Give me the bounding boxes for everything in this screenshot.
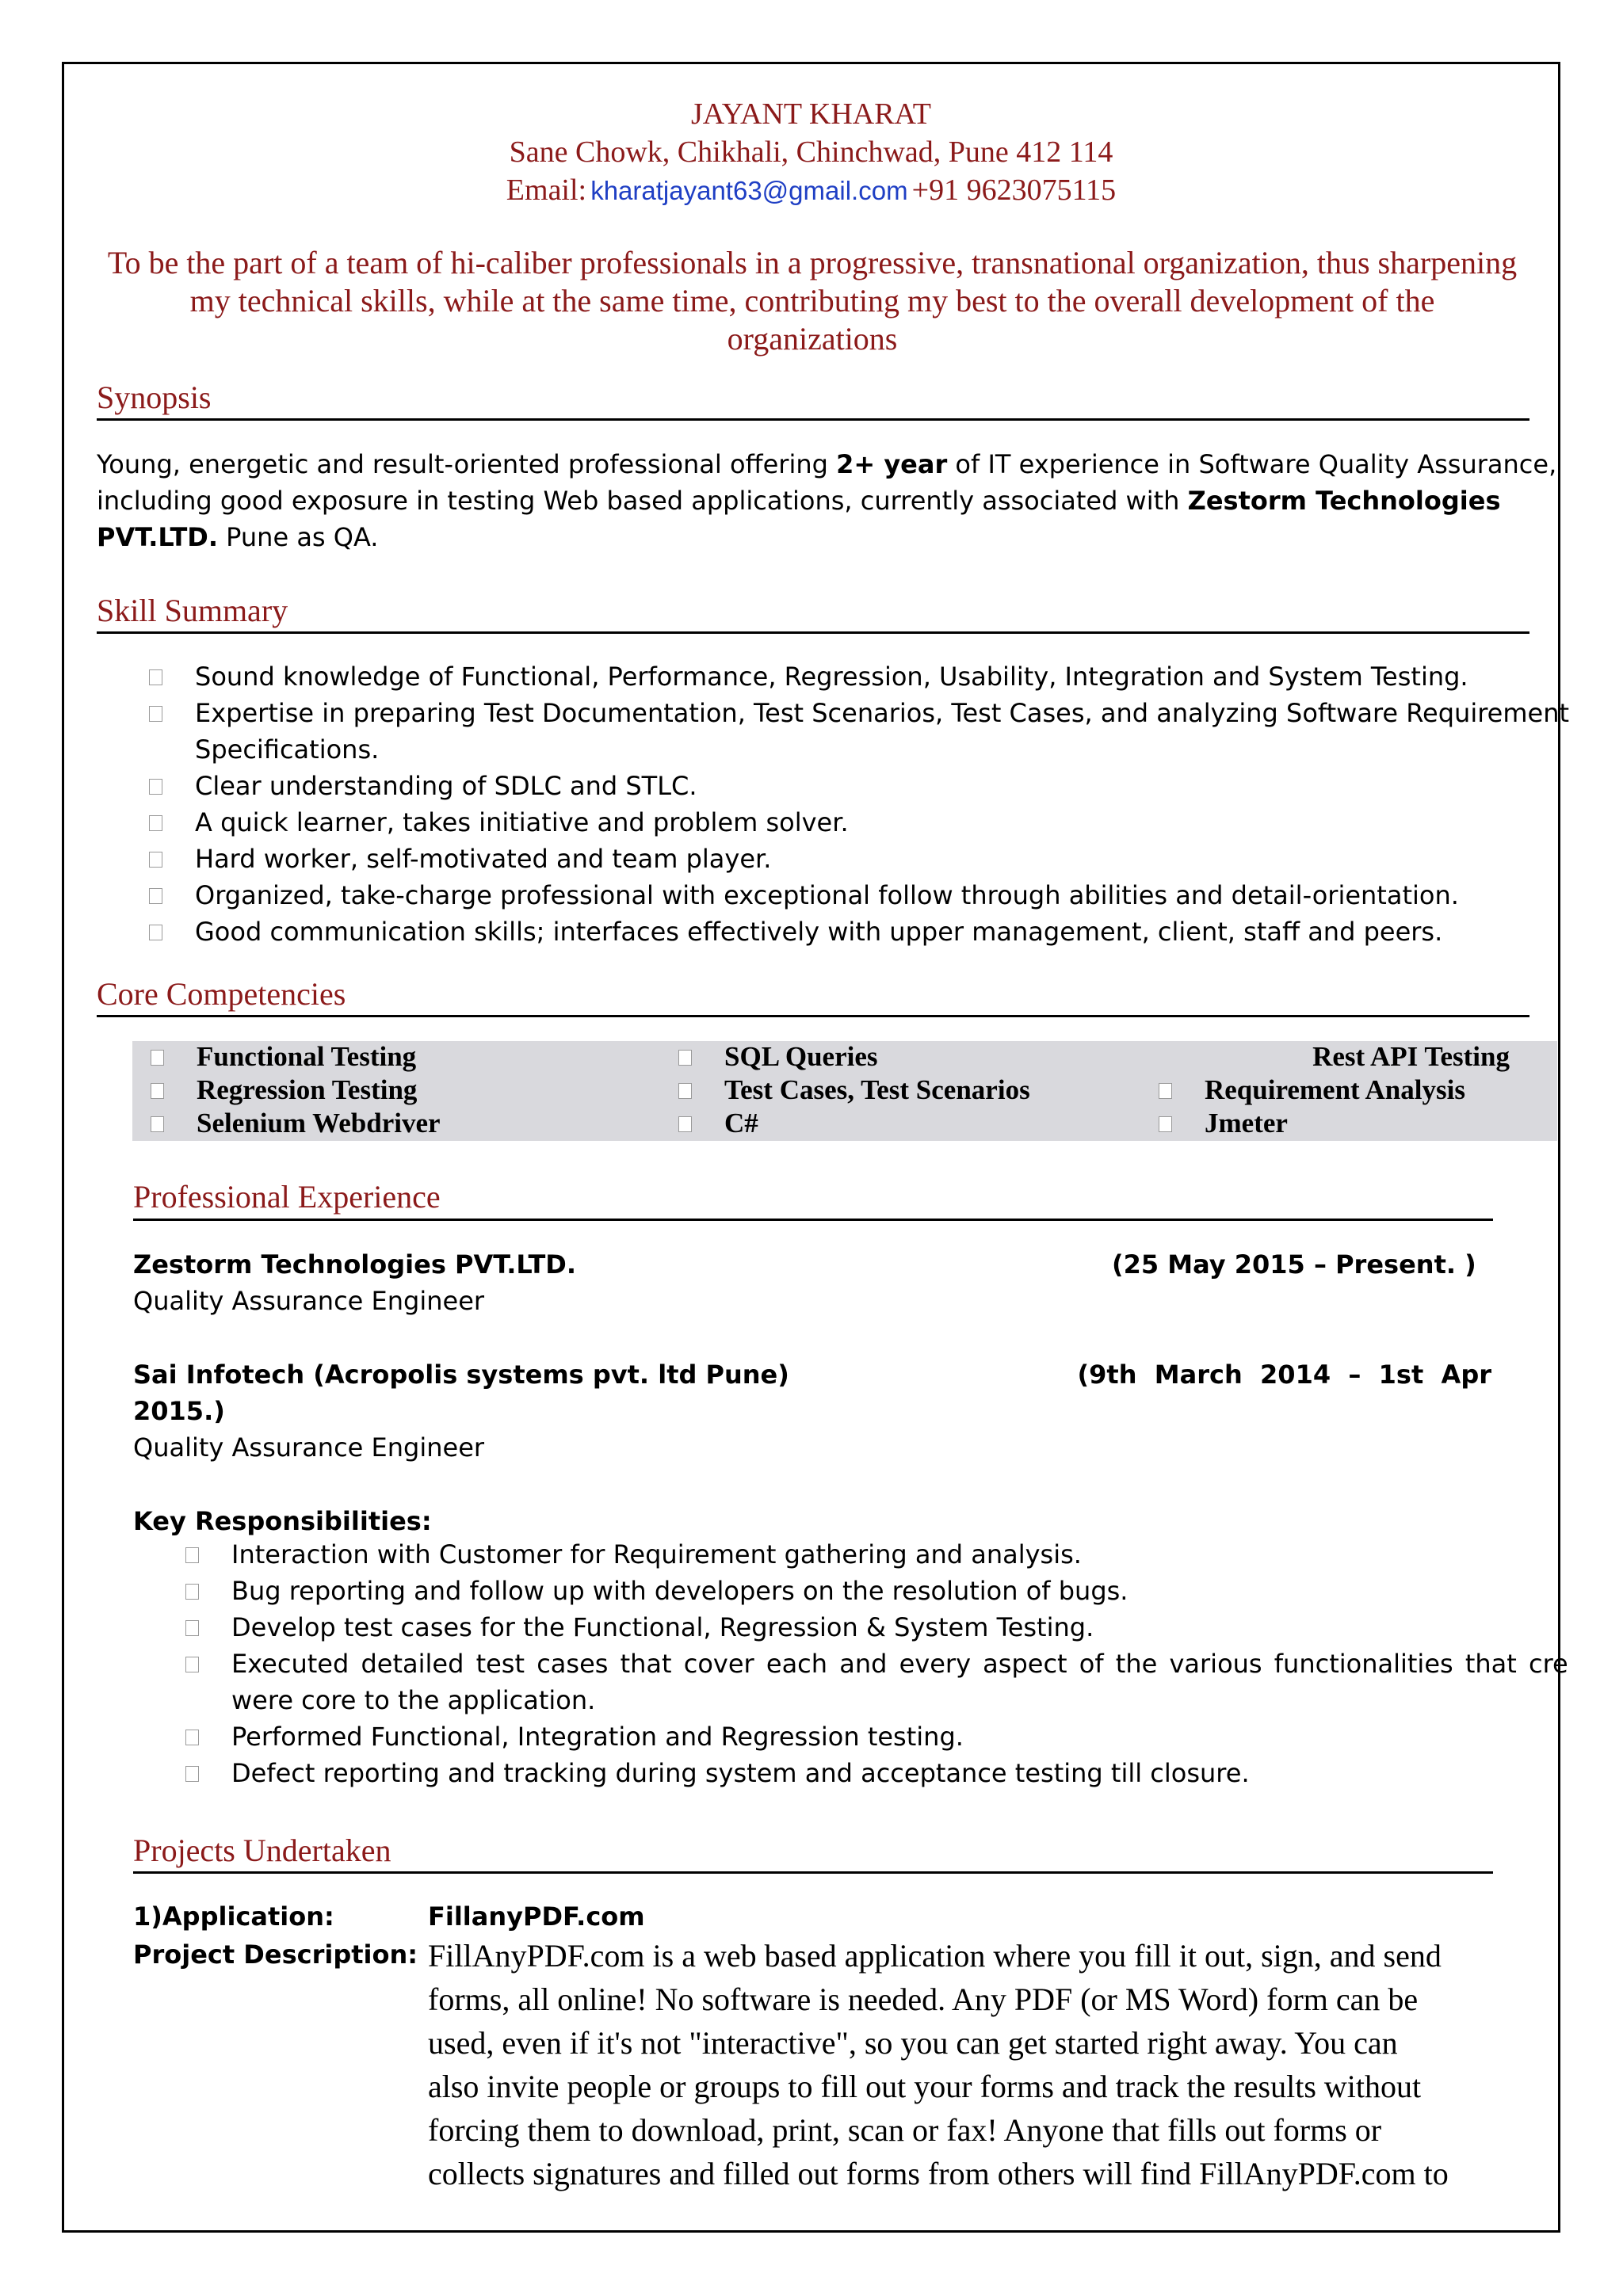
competency-item: Rest API Testing [1312,1041,1510,1072]
job2-dates-continued: 2015.) [133,1396,225,1426]
bullet-icon [185,1766,199,1782]
skill-item: Clear understanding of SDLC and STLC. [195,771,697,801]
bullet-icon [678,1116,692,1132]
job2-dates: (9th March 2014 – 1st Apr [1077,1360,1491,1390]
competency-item: Functional Testing [197,1041,417,1072]
experience-heading: Professional Experience [133,1179,441,1215]
bullet-icon [185,1547,199,1563]
competency-item: Regression Testing [197,1074,418,1105]
synopsis-heading: Synopsis [97,379,212,415]
bullet-icon [185,1620,199,1636]
application-value: FillanyPDF.com [428,1901,645,1932]
skill-item-continued: Specifications. [195,734,380,765]
bullet-icon [151,1116,164,1132]
bullet-icon [185,1730,199,1745]
bullet-icon [149,925,162,940]
skill-item: A quick learner, takes initiative and problem solver. [195,807,849,837]
address: Sane Chowk, Chikhali, Chinchwad, Pune 412 114 [509,135,1113,169]
job2-company: Sai Infotech (Acropolis systems pvt. ltd Pune) [133,1360,789,1390]
skill-summary-heading: Skill Summary [97,593,288,628]
responsibility-item: Interaction with Customer for Requirement gathering and analysis. [231,1539,1082,1569]
bullet-icon [678,1050,692,1066]
bullet-icon [151,1050,164,1066]
responsibility-item: Defect reporting and tracking during system and acceptance testing till closure. [231,1758,1250,1788]
key-responsibilities-heading: Key Responsibilities: [133,1506,432,1536]
projects-heading: Projects Undertaken [133,1833,391,1868]
skill-item: Sound knowledge of Functional, Performance, Regression, Usability, Integration and System Testing. [195,662,1468,692]
phone: +91 9623075115 [911,174,1117,207]
core-competencies-rule [97,1015,1529,1017]
skill-item: Expertise in preparing Test Documentation, Test Scenarios, Test Cases, and analyzing Software Requirement [195,698,1570,728]
competency-item: SQL Queries [724,1041,878,1072]
core-competencies-heading: Core Competencies [97,976,346,1012]
job2-role: Quality Assurance Engineer [133,1432,485,1463]
bullet-icon [1159,1116,1172,1132]
bullet-icon [185,1584,199,1600]
contact-line [62,173,1560,208]
skill-summary-rule [97,631,1529,634]
bullet-icon [149,706,162,722]
bullet-icon [149,669,162,685]
project-description-line: forms, all online! No software is needed. Any PDF (or MS Word) form can be [428,1981,1419,2017]
bullet-icon [185,1657,199,1672]
responsibility-item: Performed Functional, Integration and Regression testing. [231,1722,964,1752]
competency-item: C# [724,1108,758,1138]
bullet-icon [678,1083,692,1099]
synopsis-rule [97,418,1529,421]
synopsis-line-1: Young, energetic and result-oriented professional offering 2+ year of IT experience in Software Quality Assurance, [97,449,1557,479]
email-label: Email: [506,174,587,207]
responsibility-item-continued: were core to the application. [231,1685,596,1715]
email-link[interactable]: kharatjayant63@gmail.com [590,176,908,205]
competency-item: Selenium Webdriver [197,1108,441,1138]
synopsis-line-3: PVT.LTD. Pune as QA. [97,522,379,552]
career-objective: To be the part of a team of hi-caliber professionals in a progressive, transnational organization, thus sharpening my technical skills, while at the same time, contributing my best to the overall development of the organizations [107,245,1518,357]
responsibility-item: Executed detailed test cases that cover each and every aspect of the various functionalities that cre [231,1649,1568,1679]
competency-item: Requirement Analysis [1205,1074,1465,1105]
synopsis-line-2: including good exposure in testing Web based applications, currently associated with Zestorm Technologies [97,486,1501,516]
skill-item: Hard worker, self-motivated and team player. [195,844,772,874]
bullet-icon [151,1083,164,1099]
competency-item: Jmeter [1205,1108,1288,1138]
job1-role: Quality Assurance Engineer [133,1286,485,1316]
project-description-line: forcing them to download, print, scan or fax! Anyone that fills out forms or [428,2112,1382,2148]
bullet-icon [1159,1083,1172,1099]
bullet-icon [149,779,162,795]
experience-rule [133,1219,1493,1221]
candidate-name: JAYANT KHARAT [691,97,931,131]
job1-dates: (25 May 2015 – Present. ) [1112,1249,1476,1280]
bullet-icon [149,815,162,831]
project-description-line: collects signatures and filled out forms from others will find FillAnyPDF.com to [428,2156,1449,2191]
project-description-label: Project Description: [133,1939,418,1970]
project-description-line: also invite people or groups to fill out your forms and track the results without [428,2069,1422,2104]
projects-rule [133,1871,1493,1874]
job1-company: Zestorm Technologies PVT.LTD. [133,1249,576,1280]
competency-item: Test Cases, Test Scenarios [724,1074,1030,1105]
project-description-line: FillAnyPDF.com is a web based application where you fill it out, sign, and send [428,1938,1442,1974]
bullet-icon [149,852,162,868]
skill-item: Organized, take-charge professional with exceptional follow through abilities and detail-orientation. [195,880,1459,910]
bullet-icon [149,888,162,904]
project-description-line: used, even if it's not "interactive", so you can get started right away. You can [428,2025,1398,2061]
application-label: 1)Application: [133,1901,334,1932]
responsibility-item: Bug reporting and follow up with developers on the resolution of bugs. [231,1576,1128,1606]
responsibility-item: Develop test cases for the Functional, Regression & System Testing. [231,1612,1094,1642]
skill-item: Good communication skills; interfaces effectively with upper management, client, staff and peers. [195,917,1443,947]
